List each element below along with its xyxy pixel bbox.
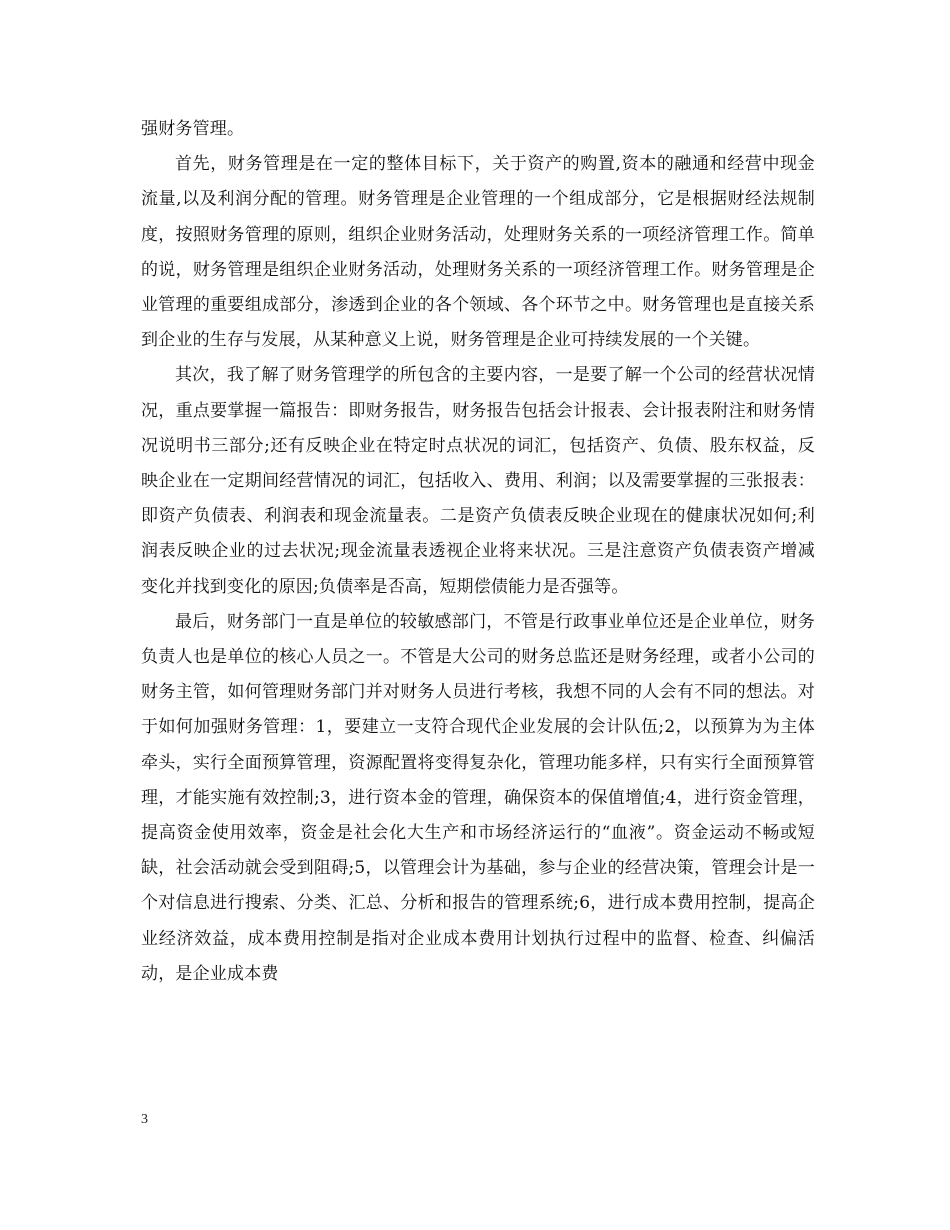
paragraph-first: 首先，财务管理是在一定的整体目标下，关于资产的购置,资本的融通和经营中现金流量,以及利润分配的管理。财务管理是企业管理的一个组成部分，它是根据财经法规制度，按照财务管理的原则，组织企业财务活动，处理财务关系的一项经济管理工作。简单的说，财务管理是组织企业财务活动，处理财务关系的一项经济管理工作。财务管理是企业管理的重要组成部分，渗透到企业的各个领域、各个环节之中。财务管理也是直接关系到企业的生存与发展，从某种意义上说，财务管理是企业可持续发展的一个关键。 <box>141 154 815 351</box>
page-number: 3 <box>141 1112 148 1127</box>
paragraph-continuation: 强财务管理。 <box>141 119 245 139</box>
paragraph-last: 最后，财务部门一直是单位的较敏感部门，不管是行政事业单位还是企业单位，财务负责人也是单位的核心人员之一。不管是大公司的财务总监还是财务经理，或者小公司的财务主管，如何管理财务部门并对财务人员进行考核，我想不同的人会有不同的想法。对于如何加强财务管理：1，要建立一支符合现代企业发展的会计队伍;2，以预算为为主体牵头，实行全面预算管理，资源配置将变得复杂化，管理功能多样，只有实行全面预算管理，才能实施有效控制;3，进行资本金的管理，确保资本的保值增值;4，进行资金管理，提高资金使用效率，资金是社会化大生产和市场经济运行的“血液”。资金运动不畅或短缺，社会活动就会受到阻碍;5，以管理会计为基础，参与企业的经营决策，管理会计是一个对信息进行搜索、分类、汇总、分析和报告的管理系统;6，进行成本费用控制，提高企业经济效益，成本费用控制是指对企业成本费用计划执行过程中的监督、检查、纠偏活动，是企业成本费 <box>141 611 815 984</box>
document-body <box>141 112 815 992</box>
paragraph-second: 其次，我了解了财务管理学的所包含的主要内容，一是要了解一个公司的经营状况情况，重点要掌握一篇报告：即财务报告，财务报告包括会计报表、会计报表附注和财务情况说明书三部分;还有反映企业在特定时点状况的词汇，包括资产、负债、股东权益，反映企业在一定期间经营情况的词汇，包括收入、费用、利润；以及需要掌握的三张报表：即资产负债表、利润表和现金流量表。二是资产负债表反映企业现在的健康状况如何;利润表反映企业的过去状况;现金流量表透视企业将来状况。三是注意资产负债表资产增减变化并找到变化的原因;负债率是否高，短期偿债能力是否强等。 <box>141 365 815 597</box>
